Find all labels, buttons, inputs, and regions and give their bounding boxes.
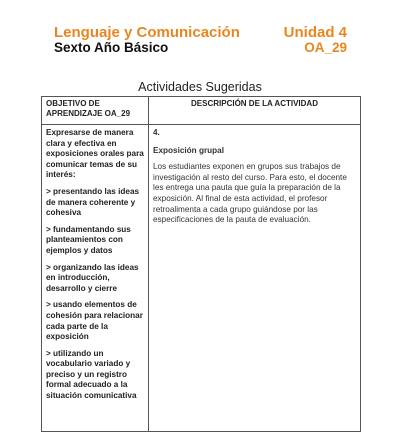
objective-bullet: > organizando las ideas en introducción, desarrollo y cierre bbox=[46, 262, 139, 293]
subject-title: Lenguaje y Comunicación bbox=[54, 24, 240, 41]
objective-bullet: > presentando las ideas de manera coherente y cohesiva bbox=[46, 186, 140, 218]
objective-bullet: > utilizando un vocabulario variado y preciso y un registro formal adecuado a la situación comunicativa bbox=[46, 348, 137, 401]
activity-title: Exposición grupal bbox=[153, 145, 224, 155]
objective-bullet: > fundamentando sus planteamientos con ejemplos y datos bbox=[46, 224, 131, 255]
objective-cell bbox=[42, 125, 149, 432]
objective-code: OA_29 bbox=[304, 40, 347, 55]
table-row bbox=[42, 125, 361, 432]
section-title: Actividades Sugeridas bbox=[138, 80, 262, 94]
grade-title: Sexto Año Básico bbox=[54, 40, 169, 55]
description-cell bbox=[149, 125, 361, 432]
activity-number: 4. bbox=[153, 128, 160, 137]
unit-label: Unidad 4 bbox=[283, 24, 347, 41]
objective-column-header: OBJETIVO DE APRENDIZAJE OA_29 bbox=[42, 97, 149, 125]
activity-body: Los estudiantes exponen en grupos sus trabajos de investigación al resto del curso. Para esto, el docente les entrega una pauta que guía la preparación de la exposición. Al final de esta actividad, el profesor retroalimenta a cada grupo guiándose por las especificaciones de la pauta de evaluación. bbox=[153, 162, 347, 225]
objective-bullet: > usando elementos de cohesión para relacionar cada parte de la exposición bbox=[46, 300, 143, 342]
activities-table bbox=[41, 96, 361, 432]
table-header-row bbox=[42, 97, 361, 125]
objective-intro: Expresarse de manera clara y efectiva en exposiciones orales para comunicar temas de su interés: bbox=[46, 128, 144, 180]
description-column-header: DESCRIPCIÓN DE LA ACTIVIDAD bbox=[149, 97, 361, 125]
